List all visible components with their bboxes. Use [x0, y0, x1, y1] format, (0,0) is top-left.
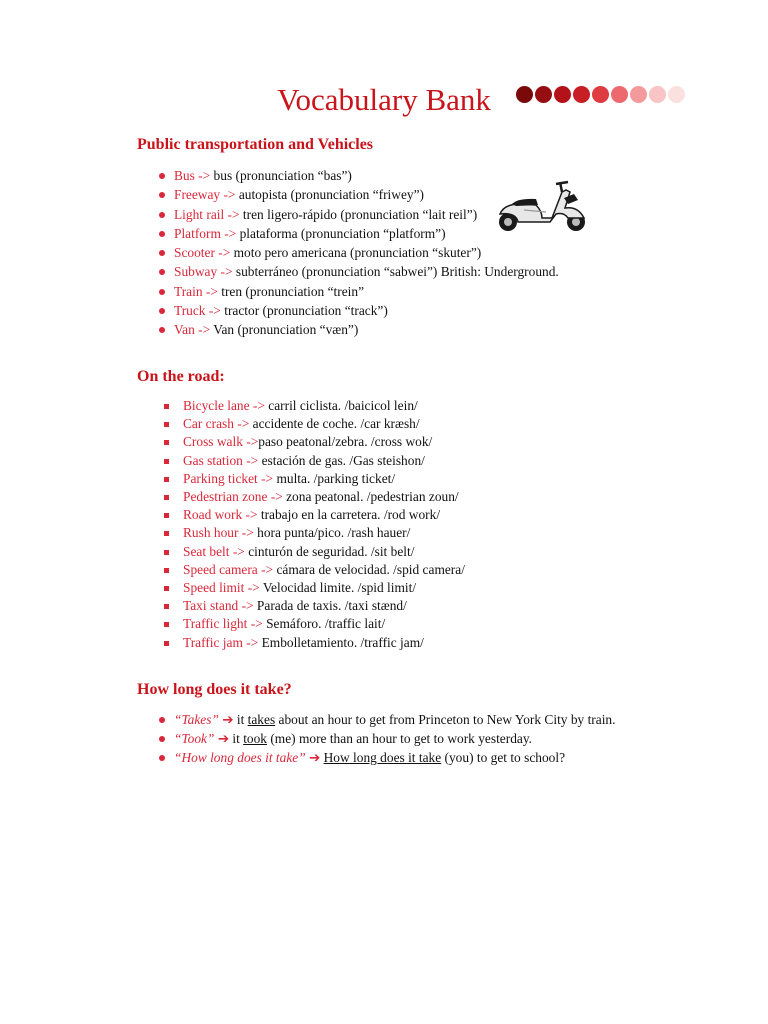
term: Subway -> [174, 264, 233, 280]
list-item [156, 433, 465, 451]
list-item [156, 488, 465, 506]
section-heading-road: On the road: [137, 368, 225, 385]
definition: cinturón de seguridad. /sit belt/ [244, 543, 415, 559]
decorative-dot [611, 86, 628, 103]
term: Taxi stand -> [183, 598, 254, 614]
definition: hora punta/pico. /rash hauer/ [253, 525, 411, 541]
list-item [156, 597, 465, 615]
list-item [156, 301, 559, 320]
definition: zona peatonal. /pedestrian zoun/ [282, 489, 459, 505]
term: Cross walk -> [183, 434, 259, 450]
key-word: How long does it take [323, 750, 442, 765]
definition: Semáforo. /traffic lait/ [262, 616, 386, 632]
definition: moto pero americana (pronunciation “skuter”) [230, 245, 482, 261]
term: Train -> [174, 283, 218, 299]
phrase: “How long does it take” [174, 750, 306, 765]
term: Bus -> [174, 168, 211, 183]
term: Car crash -> [183, 416, 250, 432]
key-word: took [243, 731, 267, 746]
term: Traffic light -> [183, 616, 263, 632]
list-item [156, 415, 465, 433]
decorative-dot [535, 86, 552, 103]
decorative-dot [516, 86, 533, 103]
list-item [156, 262, 559, 281]
list-item [156, 543, 465, 561]
list-item [156, 320, 559, 339]
arrow-icon: ➔ [309, 750, 321, 765]
phrase: “Takes” [174, 712, 219, 727]
arrow-icon: ➔ [217, 731, 230, 746]
list-item [156, 561, 465, 579]
how-long-list [156, 710, 654, 767]
definition: multa. /parking ticket/ [273, 470, 396, 486]
definition: cámara de velocidad. /spid camera/ [273, 561, 465, 577]
term: Bicycle lane -> [183, 398, 265, 413]
definition: Embolletamiento. /traffic jam/ [258, 634, 424, 650]
list-item [156, 634, 465, 652]
key-word: takes [247, 712, 276, 727]
decorative-dots [516, 86, 685, 103]
list-item [156, 615, 465, 633]
decorative-dot [554, 86, 571, 103]
definition: tractor (pronunciation “track”) [220, 303, 388, 319]
definition: plataforma (pronunciation “platform”) [236, 225, 446, 241]
term: Speed camera -> [183, 561, 274, 577]
list-item [156, 452, 465, 470]
arrow-icon: ➔ [222, 712, 234, 727]
list-item: “How long does it take” ➔ How long does it take (you) to get to school? [156, 748, 654, 767]
definition: Velocidad limite. /spid limit/ [259, 580, 417, 596]
list-item [156, 282, 559, 301]
list-item [156, 470, 465, 488]
term: Scooter -> [174, 245, 231, 261]
decorative-dot [649, 86, 666, 103]
definition: bus (pronunciation “bas”) [210, 168, 352, 183]
term: Road work -> [183, 507, 258, 523]
definition: tren (pronunciation “trein” [217, 283, 365, 299]
definition: subterráneo (pronunciation “sabwei”) British: Underground. [232, 264, 559, 280]
term: Pedestrian zone -> [183, 489, 283, 505]
decorative-dot [630, 86, 647, 103]
list-item [156, 524, 465, 542]
term: Gas station -> [183, 452, 259, 468]
list-item [156, 243, 559, 262]
term: Freeway -> [174, 187, 236, 203]
definition: Van (pronunciation “væn”) [210, 322, 359, 338]
definition: autopista (pronunciation “friwey”) [235, 187, 424, 203]
term: Parking ticket -> [183, 470, 274, 486]
definition: carril ciclista. /baicicol lein/ [264, 398, 418, 413]
term: Platform -> [174, 225, 237, 241]
list-item: “Takes” ➔ it takes about an hour to get from Princeton to New York City by train. [156, 710, 654, 729]
section-heading-transport: Public transportation and Vehicles [137, 136, 374, 153]
phrase: “Took” [174, 731, 215, 746]
definition: Parada de taxis. /taxi stænd/ [253, 598, 407, 614]
page-title: Vocabulary Bank [277, 82, 491, 117]
list-item [156, 579, 465, 597]
list-item: “Took” ➔ it took (me) more than an hour to get to work yesterday. [156, 729, 654, 748]
term: Speed limit -> [183, 580, 260, 596]
term: Van -> [174, 322, 211, 338]
decorative-dot [668, 86, 685, 103]
definition: tren ligero-rápido (pronunciation “lait reil”) [239, 206, 478, 222]
term: Truck -> [174, 303, 221, 319]
scooter-illustration [490, 178, 590, 234]
definition: accidente de coche. /car kræsh/ [249, 416, 420, 432]
section-heading-how-long: How long does it take? [137, 681, 292, 698]
definition: estación de gas. /Gas steishon/ [258, 452, 425, 468]
definition: paso peatonal/zebra. /cross wok/ [258, 434, 433, 450]
list-item [156, 506, 465, 524]
list-item [156, 397, 465, 415]
term: Seat belt -> [183, 543, 245, 559]
definition: trabajo en la carretera. /rod work/ [257, 507, 441, 523]
road-list [156, 397, 465, 652]
decorative-dot [592, 86, 609, 103]
decorative-dot [573, 86, 590, 103]
term: Traffic jam -> [183, 634, 259, 650]
term: Light rail -> [174, 206, 240, 222]
term: Rush hour -> [183, 525, 254, 541]
